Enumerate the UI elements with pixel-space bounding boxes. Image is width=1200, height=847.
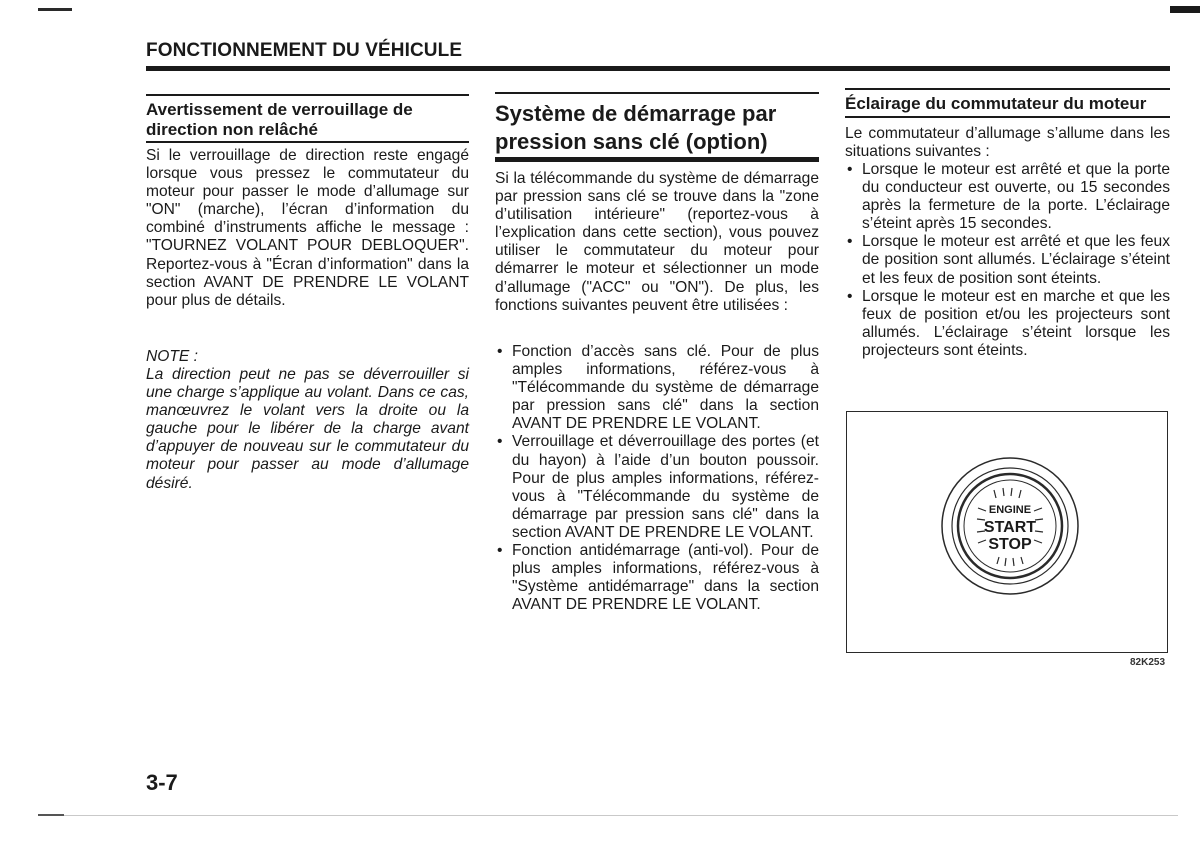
engine-start-stop-button-icon [847, 412, 1166, 651]
column1-heading: Avertissement de verrouillage de direction non relâché [146, 100, 413, 139]
button-label-start: START [983, 519, 1037, 536]
corner-mark [38, 814, 64, 816]
column2-heading: Système de démarrage par pression sans clé (option) [495, 101, 777, 154]
column2-feature-list [495, 343, 819, 614]
column1-heading-rule [146, 141, 469, 143]
column3-heading-rule [845, 116, 1170, 118]
column2-heading-rule [495, 157, 819, 162]
column3-intro: Le commutateur d’allumage s’allume dans les situations suivantes : [845, 125, 1170, 161]
list-item: • Lorsque le moteur est arrêté et que la porte du conducteur est ouverte, ou 15 secondes après la fermeture de la porte. L’éclairage s’éteint après 15 secondes. [845, 161, 1170, 233]
list-item: • Lorsque le moteur est arrêté et que les feux de position sont allumés. L’éclairage s’éteint et les feux de position sont éteints. [845, 233, 1170, 287]
column1-paragraph: Si le verrouillage de direction reste engagé lorsque vous pressez le commutateur du moteur pour passer le mode d’allumage sur "ON" (marche), l’écran d’information du combiné d’instruments affiche le message : "TOURNEZ VOLANT POUR DEBLOQUER". Reportez-vous à "Écran d’information" dans la section AVANT DE PRENDRE LE VOLANT pour plus de détails. [146, 147, 469, 309]
list-item: • Lorsque le moteur est en marche et que les feux de position et/ou les projecteurs sont allumés. L’éclairage s’éteint lorsque les projecteurs sont éteints. [845, 288, 1170, 360]
column1-top-rule [146, 94, 469, 96]
column2-paragraph: Si la télécommande du système de démarrage par pression sans clé se trouve dans la "zone d’utilisation intérieure" (reportez-vous à l’explication dans cette section), vous pouvez utiliser le commutateur du moteur pour démarrer le moteur et sélectionner un mode d’allumage ("ACC" ou "ON"). De plus, les fonctions suivantes peuvent être utilisées : [495, 170, 819, 314]
list-item: • Verrouillage et déverrouillage des portes (et du hayon) à l’aide d’un bouton poussoir. Pour de plus amples informations, référez-vous à "Télécommande du système de démarrage par pression sans clé" dans la section AVANT DE PRENDRE LE VOLANT. [495, 433, 819, 542]
corner-mark [1170, 6, 1200, 13]
figure-code: 82K253 [1130, 657, 1166, 668]
column3-situation-list [845, 161, 1170, 360]
corner-mark [38, 8, 72, 11]
list-item: • Fonction antidémarrage (anti-vol). Pour de plus amples informations, référez-vous à "Système antidémarrage" dans la section AVANT DE PRENDRE LE VOLANT. [495, 542, 819, 614]
column3-top-rule [845, 88, 1170, 90]
note-label: NOTE : [146, 348, 198, 365]
page-section-title: FONCTIONNEMENT DU VÉHICULE [146, 40, 463, 61]
note-text: La direction peut ne pas se déverrouiller si une charge s’applique au volant. Dans ce cas, manœuvrez le volant vers la droite ou la gauche pour le libérer de la charge avant d’appuyer de nouveau sur le commutateur du moteur pour passer au mode d’allumage désiré. [146, 366, 469, 492]
column3-heading: Éclairage du commutateur du moteur [845, 94, 1147, 113]
page-number: 3-7 [146, 770, 178, 795]
engine-button-figure [846, 411, 1168, 653]
header-rule [146, 66, 1170, 71]
button-label-engine: ENGINE [988, 504, 1032, 516]
footer-rule [38, 815, 1178, 816]
column2-top-rule [495, 92, 819, 94]
button-label-stop: STOP [988, 536, 1032, 553]
list-item: • Fonction d’accès sans clé. Pour de plus amples informations, référez-vous à "Télécommande du système de démarrage par pression sans clé" dans la section AVANT DE PRENDRE LE VOLANT. [495, 343, 819, 433]
